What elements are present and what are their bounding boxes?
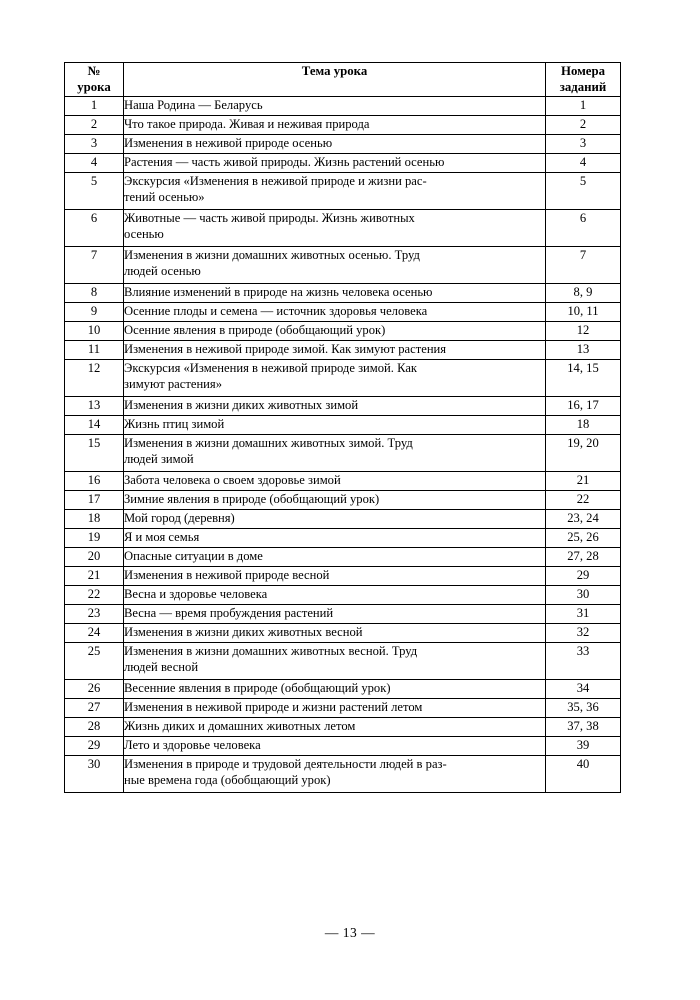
cell-lesson-number: 4 <box>65 153 124 172</box>
cell-topic-line2: людей зимой <box>124 452 194 467</box>
cell-lesson-number: 17 <box>65 490 124 509</box>
cell-topic-line1: Изменения в жизни домашних животных весной. Труд <box>124 643 418 658</box>
cell-topic <box>124 96 546 115</box>
cell-task-numbers: 29 <box>546 566 621 585</box>
cell-topic <box>124 755 546 792</box>
cell-topic-line1: Изменения в жизни диких животных весной <box>124 624 363 639</box>
cell-lesson-number: 7 <box>65 246 124 283</box>
table-row <box>65 96 621 115</box>
cell-lesson-number: 23 <box>65 604 124 623</box>
table-row <box>65 528 621 547</box>
cell-topic-line2: ные времена года (обобщающий урок) <box>124 773 331 788</box>
cell-topic <box>124 321 546 340</box>
cell-topic-line1: Изменения в жизни домашних животных осенью. Труд <box>124 247 420 262</box>
table-body <box>65 96 621 792</box>
cell-topic <box>124 134 546 153</box>
cell-topic-line1: Осенние явления в природе (обобщающий урок) <box>124 322 386 337</box>
cell-topic-line1: Растения — часть живой природы. Жизнь растений осенью <box>124 154 445 169</box>
cell-task-numbers: 35, 36 <box>546 698 621 717</box>
table-row <box>65 679 621 698</box>
table-row <box>65 755 621 792</box>
cell-topic-line1: Изменения в неживой природе осенью <box>124 135 333 150</box>
cell-lesson-number: 12 <box>65 359 124 396</box>
cell-task-numbers: 25, 26 <box>546 528 621 547</box>
cell-topic <box>124 642 546 679</box>
cell-task-numbers: 33 <box>546 642 621 679</box>
cell-topic <box>124 585 546 604</box>
cell-lesson-number: 10 <box>65 321 124 340</box>
cell-task-numbers: 40 <box>546 755 621 792</box>
lesson-plan-table <box>64 62 621 793</box>
cell-topic <box>124 490 546 509</box>
cell-task-numbers: 16, 17 <box>546 396 621 415</box>
cell-topic <box>124 340 546 359</box>
cell-topic-line1: Забота человека о своем здоровье зимой <box>124 472 341 487</box>
page-number: — 13 — <box>324 925 376 940</box>
cell-task-numbers: 23, 24 <box>546 509 621 528</box>
table-row <box>65 415 621 434</box>
cell-topic-line1: Наша Родина — Беларусь <box>124 97 263 112</box>
table-row <box>65 490 621 509</box>
cell-topic-line2: зимуют растения» <box>124 377 223 392</box>
cell-topic-line1: Изменения в жизни домашних животных зимой. Труд <box>124 435 413 450</box>
cell-topic <box>124 153 546 172</box>
cell-topic <box>124 528 546 547</box>
table-row <box>65 209 621 246</box>
table-row <box>65 396 621 415</box>
cell-topic-line1: Экскурсия «Изменения в неживой природе и жизни рас- <box>124 173 427 188</box>
cell-task-numbers: 30 <box>546 585 621 604</box>
table-row <box>65 115 621 134</box>
column-header-task-numbers-line1: Номера <box>560 64 606 78</box>
table-row <box>65 471 621 490</box>
cell-topic <box>124 115 546 134</box>
cell-lesson-number: 19 <box>65 528 124 547</box>
cell-topic-line1: Осенние плоды и семена — источник здоровья человека <box>124 303 428 318</box>
cell-topic-line1: Весенние явления в природе (обобщающий урок) <box>124 680 391 695</box>
cell-topic-line1: Весна и здоровье человека <box>124 586 268 601</box>
cell-topic <box>124 471 546 490</box>
cell-topic <box>124 717 546 736</box>
cell-topic-line1: Животные — часть живой природы. Жизнь животных <box>124 210 415 225</box>
cell-task-numbers: 7 <box>546 246 621 283</box>
table-row <box>65 623 621 642</box>
cell-lesson-number: 20 <box>65 547 124 566</box>
cell-task-numbers: 8, 9 <box>546 283 621 302</box>
table-row <box>65 547 621 566</box>
cell-task-numbers: 3 <box>546 134 621 153</box>
column-header-lesson-number-line1: № <box>87 64 101 78</box>
cell-task-numbers: 32 <box>546 623 621 642</box>
cell-topic-line1: Что такое природа. Живая и неживая природа <box>124 116 370 131</box>
cell-topic <box>124 283 546 302</box>
cell-topic-line1: Я и моя семья <box>124 529 200 544</box>
cell-topic-line1: Весна — время пробуждения растений <box>124 605 334 620</box>
cell-task-numbers: 19, 20 <box>546 434 621 471</box>
cell-lesson-number: 29 <box>65 736 124 755</box>
cell-topic <box>124 246 546 283</box>
cell-task-numbers: 2 <box>546 115 621 134</box>
table-row <box>65 321 621 340</box>
cell-task-numbers: 21 <box>546 471 621 490</box>
cell-task-numbers: 39 <box>546 736 621 755</box>
cell-topic-line2: осенью <box>124 227 164 242</box>
table-row <box>65 246 621 283</box>
cell-topic <box>124 623 546 642</box>
cell-task-numbers: 10, 11 <box>546 302 621 321</box>
table-header <box>65 63 621 97</box>
table-row <box>65 340 621 359</box>
cell-topic-line1: Зимние явления в природе (обобщающий урок) <box>124 491 380 506</box>
column-header-lesson-number-line2: урока <box>77 80 111 95</box>
cell-topic <box>124 302 546 321</box>
cell-topic <box>124 698 546 717</box>
cell-topic-line1: Мой город (деревня) <box>124 510 235 525</box>
cell-lesson-number: 21 <box>65 566 124 585</box>
cell-topic-line1: Изменения в природе и трудовой деятельности людей в раз- <box>124 756 447 771</box>
cell-topic <box>124 209 546 246</box>
cell-lesson-number: 3 <box>65 134 124 153</box>
cell-lesson-number: 25 <box>65 642 124 679</box>
cell-lesson-number: 1 <box>65 96 124 115</box>
cell-task-numbers: 37, 38 <box>546 717 621 736</box>
table-row <box>65 134 621 153</box>
cell-task-numbers: 22 <box>546 490 621 509</box>
cell-task-numbers: 6 <box>546 209 621 246</box>
cell-topic-line2: людей весной <box>124 660 199 675</box>
table-row <box>65 604 621 623</box>
column-header-task-numbers-line2: заданий <box>559 80 607 95</box>
table-row <box>65 717 621 736</box>
cell-lesson-number: 22 <box>65 585 124 604</box>
cell-topic-line2: тений осенью» <box>124 190 205 205</box>
cell-topic-line1: Экскурсия «Изменения в неживой природе зимой. Как <box>124 360 418 375</box>
column-header-lesson-number <box>65 63 124 97</box>
cell-topic-line1: Лето и здоровье человека <box>124 737 261 752</box>
cell-task-numbers: 1 <box>546 96 621 115</box>
cell-lesson-number: 30 <box>65 755 124 792</box>
cell-lesson-number: 9 <box>65 302 124 321</box>
cell-topic-line1: Влияние изменений в природе на жизнь человека осенью <box>124 284 433 299</box>
cell-topic <box>124 172 546 209</box>
cell-topic-line1: Опасные ситуации в доме <box>124 548 263 563</box>
cell-lesson-number: 8 <box>65 283 124 302</box>
table-row <box>65 172 621 209</box>
cell-task-numbers: 13 <box>546 340 621 359</box>
column-header-topic: Тема урока <box>124 63 546 97</box>
table-row <box>65 434 621 471</box>
cell-topic-line1: Изменения в жизни диких животных зимой <box>124 397 359 412</box>
table-row <box>65 153 621 172</box>
cell-topic <box>124 547 546 566</box>
cell-topic-line1: Изменения в неживой природе весной <box>124 567 330 582</box>
table-row <box>65 698 621 717</box>
table-row <box>65 283 621 302</box>
table-row <box>65 736 621 755</box>
cell-lesson-number: 2 <box>65 115 124 134</box>
cell-lesson-number: 14 <box>65 415 124 434</box>
cell-task-numbers: 4 <box>546 153 621 172</box>
cell-topic <box>124 359 546 396</box>
table-row <box>65 642 621 679</box>
cell-topic-line1: Жизнь диких и домашних животных летом <box>124 718 356 733</box>
cell-lesson-number: 16 <box>65 471 124 490</box>
cell-lesson-number: 6 <box>65 209 124 246</box>
cell-topic <box>124 736 546 755</box>
table-row <box>65 302 621 321</box>
cell-task-numbers: 5 <box>546 172 621 209</box>
cell-topic <box>124 604 546 623</box>
cell-task-numbers: 12 <box>546 321 621 340</box>
cell-topic <box>124 566 546 585</box>
cell-topic <box>124 434 546 471</box>
cell-topic <box>124 415 546 434</box>
cell-lesson-number: 27 <box>65 698 124 717</box>
cell-topic-line2: людей осенью <box>124 264 201 279</box>
cell-lesson-number: 11 <box>65 340 124 359</box>
cell-topic-line1: Изменения в неживой природе и жизни растений летом <box>124 699 423 714</box>
cell-lesson-number: 13 <box>65 396 124 415</box>
cell-task-numbers: 14, 15 <box>546 359 621 396</box>
cell-lesson-number: 24 <box>65 623 124 642</box>
cell-topic-line1: Жизнь птиц зимой <box>124 416 225 431</box>
table-row <box>65 566 621 585</box>
cell-topic <box>124 509 546 528</box>
cell-lesson-number: 26 <box>65 679 124 698</box>
table-row <box>65 359 621 396</box>
cell-lesson-number: 28 <box>65 717 124 736</box>
cell-lesson-number: 5 <box>65 172 124 209</box>
cell-task-numbers: 31 <box>546 604 621 623</box>
cell-lesson-number: 15 <box>65 434 124 471</box>
column-header-task-numbers <box>546 63 621 97</box>
cell-task-numbers: 27, 28 <box>546 547 621 566</box>
cell-lesson-number: 18 <box>65 509 124 528</box>
cell-task-numbers: 18 <box>546 415 621 434</box>
cell-topic <box>124 679 546 698</box>
cell-task-numbers: 34 <box>546 679 621 698</box>
cell-topic-line1: Изменения в неживой природе зимой. Как зимуют растения <box>124 341 447 356</box>
table-row <box>65 509 621 528</box>
cell-topic <box>124 396 546 415</box>
table-row <box>65 585 621 604</box>
table-header-row <box>65 63 621 97</box>
